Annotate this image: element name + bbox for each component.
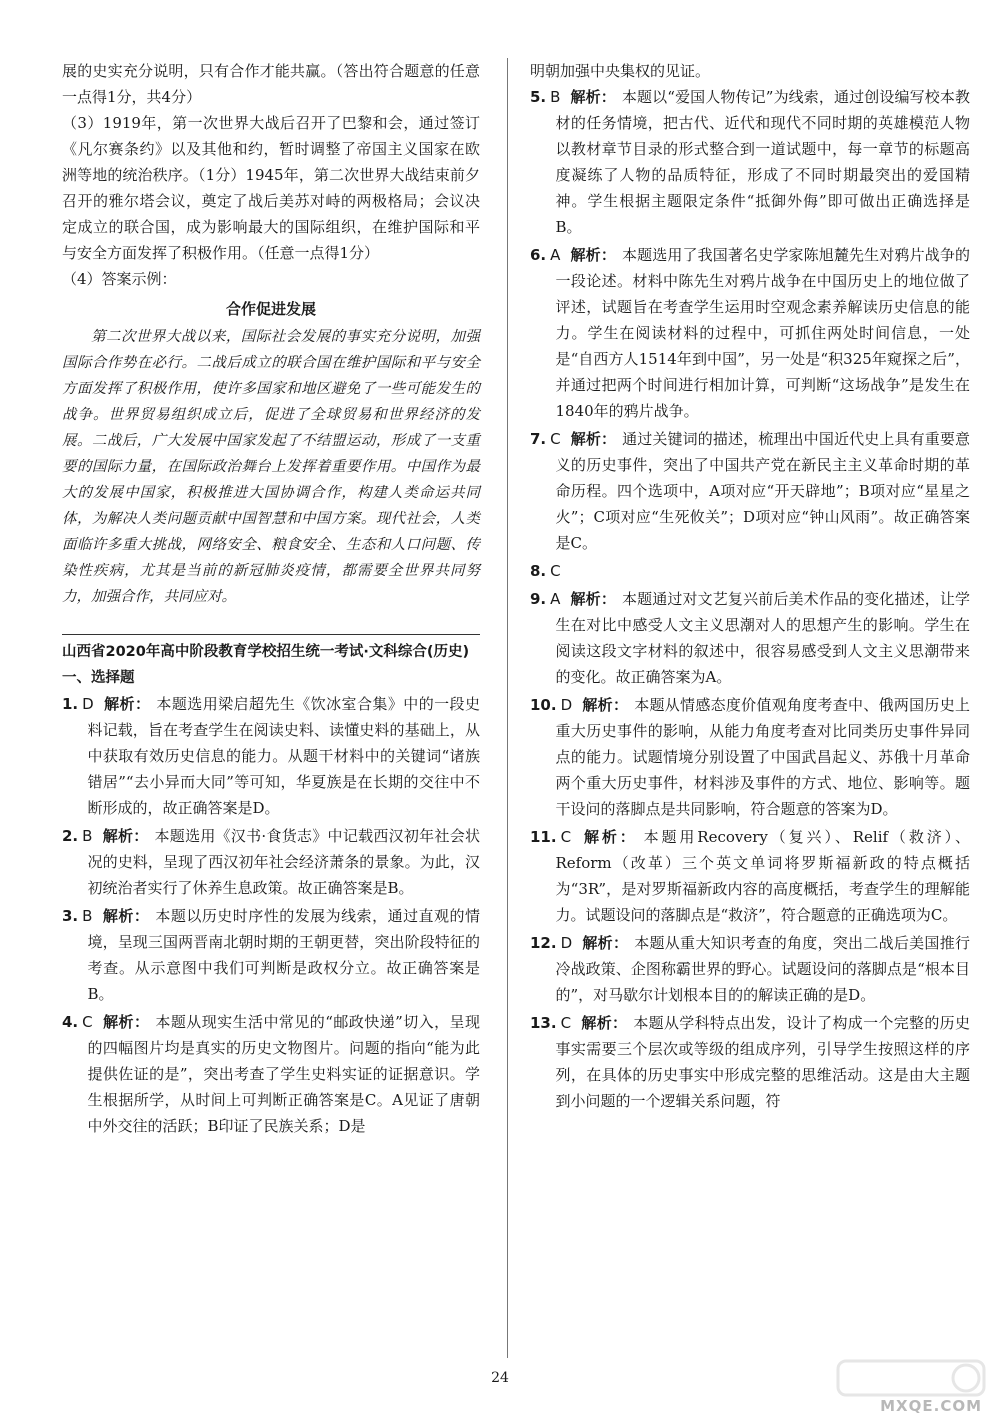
item-number: 12. — [530, 934, 557, 952]
item-number: 5. — [530, 88, 547, 106]
item-explanation: 本题通过对文艺复兴前后美术作品的变化描述，让学生在对比中感受人文主义思潮对人的思想产生的影响。学生在阅读这段文字材料的叙述中，很容易感受到人文主义思潮带来的变化。故正确答案为A。 — [555, 590, 970, 686]
item-explanation: 本题从学科特点出发，设计了构成一个完整的历史事实需要三个层次或等级的组成序列，引导学生按照这样的序列，在具体的历史事实中形成完整的思维活动。这是由大主题到小问题的一个逻辑关系问题，符 — [555, 1014, 970, 1110]
right-answer-list — [530, 84, 970, 1114]
answer-item — [530, 558, 970, 584]
item-keyword: 解析： — [570, 246, 616, 264]
answer-item — [62, 823, 480, 901]
item-keyword: 解析： — [570, 430, 617, 448]
answer-item — [530, 426, 970, 556]
section-title: 山西省2020年高中阶段教育学校招生统一考试·文科综合(历史) — [62, 634, 480, 665]
item-keyword: 解析： — [582, 934, 629, 952]
item-keyword: 解析： — [102, 1013, 150, 1031]
item-number: 11. — [530, 828, 557, 846]
answer-part-3: （3）1919年，第一次世界大战后召开了巴黎和会，通过签订《凡尔赛条约》以及其他和约，暂时调整了帝国主义国家在欧洲等地的统治秩序。（1分）1945年，第二次世界大战结束前夕召开的雅尔塔会议，奠定了战后美苏对峙的两极格局；会议决定成立的联合国，成为影响最大的国际组织，在维护国际和平与安全方面发挥了积极作用。（任意一点得1分） — [62, 114, 480, 262]
item-keyword: 解析： — [570, 590, 616, 608]
item-explanation: 本题从重大知识考查的角度，突出二战后美国推行冷战政策、企图称霸世界的野心。试题设问的落脚点是“根本目的”，对马歇尔计划根本目的的解读正确的是D。 — [555, 934, 970, 1004]
item-keyword: 解析： — [581, 828, 638, 846]
item-explanation: 本题从现实生活中常见的“邮政快递”切入，呈现的四幅图片均是真实的历史文物图片。问题的指向“能为此提供佐证的是”，突出考查了学生史料实证的证据意识。学生根据所学，从时间上可判断正确答案是C。A见证了唐朝中外交往的活跃；B印证了民族关系；D是 — [87, 1013, 480, 1135]
answer-item — [62, 1009, 480, 1139]
item-number: 10. — [530, 696, 557, 714]
item-number: 7. — [530, 430, 547, 448]
item-number: 8. — [530, 562, 547, 580]
item-number: 2. — [62, 827, 79, 845]
item-keyword: 解析： — [582, 696, 629, 714]
left-column — [62, 58, 480, 1141]
item-answer: C — [82, 1013, 93, 1031]
item-keyword: 解析： — [102, 827, 149, 845]
answer-item — [530, 586, 970, 690]
page-number: 24 — [491, 1370, 509, 1386]
answer-item — [530, 930, 970, 1008]
answer-item — [530, 84, 970, 240]
answer-item — [530, 1010, 970, 1114]
right-column — [530, 58, 970, 1116]
item-answer: B — [82, 827, 93, 845]
item-keyword: 解析： — [103, 695, 151, 713]
item-number: 4. — [62, 1013, 79, 1031]
item-answer: C — [550, 430, 561, 448]
answer-part-4-label: （4）答案示例： — [62, 270, 177, 288]
answer-continuation: 展的史实充分说明，只有合作才能共赢。（答出符合题意的任意一点得1分，共4分） — [62, 62, 480, 106]
answer-item — [530, 824, 970, 928]
item-answer: A — [550, 590, 561, 608]
essay-title: 合作促进发展 — [225, 300, 316, 318]
answer-item — [530, 692, 970, 822]
item-explanation: 本题用Recovery（复兴）、Relif（救济）、Reform（改革）三个英文单词将罗斯福新政的特点概括为“3R”，是对罗斯福新政内容的高度概括，考查学生的理解能力。试题设问的落脚点是“救济”，符合题意的正确选项为C。 — [555, 828, 970, 924]
essay-text: 第二次世界大战以来，国际社会发展的事实充分说明，加强国际合作势在必行。二战后成立的联合国在维护国际和平与安全方面发挥了积极作用，使许多国家和地区避免了一些可能发生的战争。世界贸易组织成立后，促进了全球贸易和世界经济的发展。二战后，广大发展中国家发起了不结盟运动，形成了一支重要的国际力量，在国际政治舞台上发挥着重要作用。中国作为最大的发展中国家，积极推进大国协调合作，构建人类命运共同体，为解决人类问题贡献中国智慧和中国方案。现代社会，人类面临许多重大挑战，网络安全、粮食安全、生态和人口问题、传染性疾病，尤其是当前的新冠肺炎疫情，都需要全世界共同努力，加强合作，共同应对。 — [62, 329, 480, 605]
answer-item — [62, 691, 480, 821]
item-explanation: 本题以“爱国人物传记”为线索，通过创设编写校本教材的任务情境，把古代、近代和现代不同时期的英雄模范人物以教材章节目录的形式整合到一道试题中，每一章节的标题高度凝练了人物的品质特征，形成了不同时期最突出的爱国精神。学生根据主题限定条件“抵御外侮”即可做出正确选择是B。 — [555, 88, 970, 236]
item-explanation: 本题选用梁启超先生《饮冰室合集》中的一段史料记载，旨在考查学生在阅读史料、读懂史料的基础上，从中获取有效历史信息的能力。从题干材料中的关键词“诸族错居”“去小异而大同”等可知，华夏族是在长期的交往中不断形成的，故正确答案是D。 — [87, 695, 480, 817]
item-explanation: 本题选用《汉书·食货志》中记载西汉初年社会状况的史料，呈现了西汉初年社会经济萧条的景象。为此，汉初统治者实行了休养生息政策。故正确答案是B。 — [87, 827, 480, 897]
section-subtitle: 一、选择题 — [62, 670, 135, 686]
item-number: 3. — [62, 907, 79, 925]
item-explanation: 本题从情感态度价值观角度考查中、俄两国历史上重大历史事件的影响，从能力角度考查对比同类历史事件异同点的能力。试题情境分别设置了中国武昌起义、苏俄十月革命两个重大历史事件，材料涉及事件的方式、地位、影响等。题干设问的落脚点是共同影响，符合题意的答案为D。 — [555, 696, 970, 818]
answer-item — [62, 903, 480, 1007]
item-number: 6. — [530, 246, 547, 264]
item-explanation: 本题选用了我国著名史学家陈旭麓先生对鸦片战争的一段论述。材料中陈先生对鸦片战争在中国历史上的地位做了评述，试题旨在考查学生运用时空观念素养解读历史信息的能力。学生在阅读材料的过程中，可抓住两处时间信息，一处是“自西方人1514年到中国”，另一处是“积325年窥探之后”，并通过把两个时间进行相加计算，可判断“这场战争”是发生在1840年的鸦片战争。 — [555, 246, 970, 420]
watermark-text: MXQE.COM — [880, 1397, 982, 1415]
item-keyword: 解析： — [581, 1014, 628, 1032]
essay-body — [62, 324, 480, 610]
item-keyword: 解析： — [102, 907, 150, 925]
item-answer: C — [560, 1014, 572, 1032]
item-number: 1. — [62, 695, 79, 713]
left-answer-list — [62, 691, 480, 1139]
item-answer: D — [560, 934, 573, 952]
item-answer: D — [560, 696, 573, 714]
item-answer: A — [550, 246, 561, 264]
item-explanation: 本题以历史时序性的发展为线索，通过直观的情境，呈现三国两晋南北朝时期的王朝更替，突出阶段特征的考查。从示意图中我们可判断是政权分立。故正确答案是B。 — [87, 907, 480, 1003]
item-keyword: 解析： — [570, 88, 616, 106]
item-answer: C — [550, 562, 561, 580]
answer-item — [530, 242, 970, 424]
item-answer: B — [550, 88, 561, 106]
item-number: 9. — [530, 590, 547, 608]
item-number: 13. — [530, 1014, 557, 1032]
item-answer: D — [82, 695, 94, 713]
item-answer: B — [82, 907, 93, 925]
column-divider — [507, 58, 508, 1358]
answer-continuation-right: 明朝加强中央集权的见证。 — [530, 62, 711, 80]
item-explanation: 通过关键词的描述，梳理出中国近代史上具有重要意义的历史事件，突出了中国共产党在新民主主义革命时期的革命历程。四个选项中，A项对应“开天辟地”；B项对应“星星之火”；C项对应“生死攸关”；D项对应“钟山风雨”。故正确答案是C。 — [555, 430, 970, 552]
item-answer: C — [560, 828, 572, 846]
